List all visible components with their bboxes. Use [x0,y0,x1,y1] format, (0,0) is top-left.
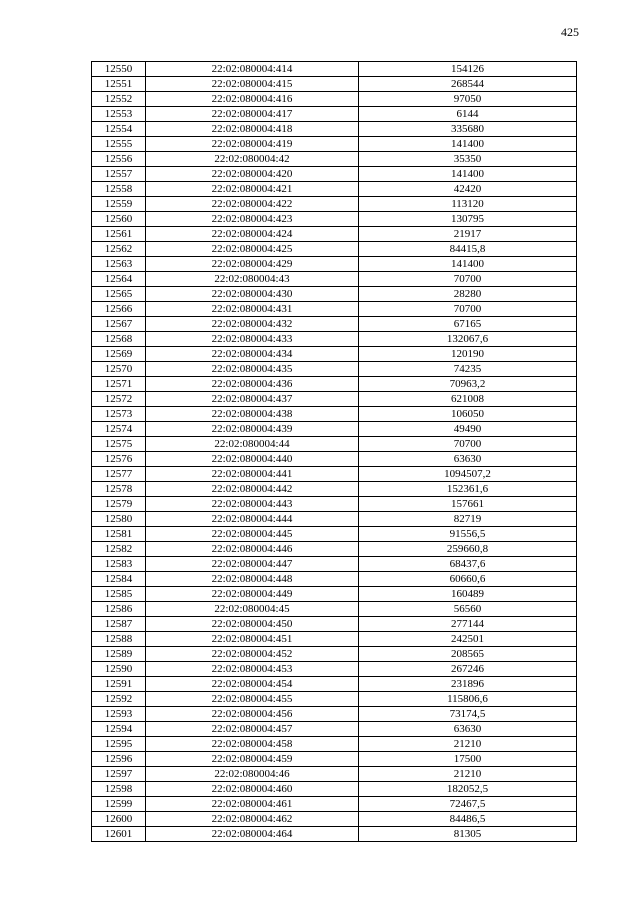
table-row [92,512,577,527]
row-number-cell: 12592 [92,692,146,707]
row-number-cell: 12557 [92,167,146,182]
table-row [92,662,577,677]
row-number-cell: 12587 [92,617,146,632]
table-row [92,647,577,662]
table-row [92,467,577,482]
table-row [92,452,577,467]
value-cell: 132067,6 [359,332,577,347]
table-row [92,302,577,317]
value-cell: 267246 [359,662,577,677]
row-number-cell: 12577 [92,467,146,482]
table-row [92,182,577,197]
row-number-cell: 12565 [92,287,146,302]
cadastral-number-cell: 22:02:080004:429 [146,257,359,272]
table-row [92,677,577,692]
cadastral-number-cell: 22:02:080004:422 [146,197,359,212]
cadastral-number-cell: 22:02:080004:447 [146,557,359,572]
table-row [92,617,577,632]
row-number-cell: 12600 [92,812,146,827]
cadastral-number-cell: 22:02:080004:430 [146,287,359,302]
value-cell: 91556,5 [359,527,577,542]
value-cell: 70963,2 [359,377,577,392]
row-number-cell: 12563 [92,257,146,272]
table-row [92,572,577,587]
value-cell: 68437,6 [359,557,577,572]
row-number-cell: 12594 [92,722,146,737]
cadastral-number-cell: 22:02:080004:458 [146,737,359,752]
value-cell: 1094507,2 [359,467,577,482]
cadastral-number-cell: 22:02:080004:454 [146,677,359,692]
row-number-cell: 12598 [92,782,146,797]
table-row [92,407,577,422]
cadastral-number-cell: 22:02:080004:423 [146,212,359,227]
table-row [92,212,577,227]
row-number-cell: 12567 [92,317,146,332]
row-number-cell: 12564 [92,272,146,287]
table-row [92,602,577,617]
cadastral-number-cell: 22:02:080004:461 [146,797,359,812]
row-number-cell: 12581 [92,527,146,542]
table-row [92,527,577,542]
value-cell: 63630 [359,722,577,737]
row-number-cell: 12550 [92,62,146,77]
value-cell: 42420 [359,182,577,197]
row-number-cell: 12570 [92,362,146,377]
table-row [92,707,577,722]
table-row [92,797,577,812]
row-number-cell: 12599 [92,797,146,812]
row-number-cell: 12583 [92,557,146,572]
cadastral-number-cell: 22:02:080004:434 [146,347,359,362]
value-cell: 113120 [359,197,577,212]
cadastral-number-cell: 22:02:080004:421 [146,182,359,197]
value-cell: 277144 [359,617,577,632]
row-number-cell: 12571 [92,377,146,392]
table-row [92,92,577,107]
row-number-cell: 12558 [92,182,146,197]
cadastral-number-cell: 22:02:080004:442 [146,482,359,497]
table-row [92,782,577,797]
value-cell: 70700 [359,272,577,287]
table-row [92,767,577,782]
table-row [92,332,577,347]
table-row [92,722,577,737]
cadastral-number-cell: 22:02:080004:437 [146,392,359,407]
cadastral-number-cell: 22:02:080004:440 [146,452,359,467]
cadastral-number-cell: 22:02:080004:43 [146,272,359,287]
value-cell: 81305 [359,827,577,842]
table-row [92,437,577,452]
cadastral-number-cell: 22:02:080004:453 [146,662,359,677]
row-number-cell: 12569 [92,347,146,362]
cadastral-number-cell: 22:02:080004:457 [146,722,359,737]
row-number-cell: 12561 [92,227,146,242]
cadastral-number-cell: 22:02:080004:435 [146,362,359,377]
value-cell: 63630 [359,452,577,467]
row-number-cell: 12568 [92,332,146,347]
value-cell: 157661 [359,497,577,512]
row-number-cell: 12560 [92,212,146,227]
table-row [92,347,577,362]
value-cell: 60660,6 [359,572,577,587]
row-number-cell: 12575 [92,437,146,452]
table-row [92,287,577,302]
value-cell: 67165 [359,317,577,332]
row-number-cell: 12590 [92,662,146,677]
table-row [92,242,577,257]
cadastral-number-cell: 22:02:080004:420 [146,167,359,182]
row-number-cell: 12584 [92,572,146,587]
value-cell: 21210 [359,737,577,752]
table-row [92,197,577,212]
cadastral-number-cell: 22:02:080004:431 [146,302,359,317]
value-cell: 231896 [359,677,577,692]
cadastral-number-cell: 22:02:080004:419 [146,137,359,152]
table-row [92,272,577,287]
cadastral-number-cell: 22:02:080004:439 [146,422,359,437]
table-row [92,362,577,377]
row-number-cell: 12554 [92,122,146,137]
value-cell: 335680 [359,122,577,137]
cadastral-number-cell: 22:02:080004:45 [146,602,359,617]
value-cell: 84415,8 [359,242,577,257]
value-cell: 130795 [359,212,577,227]
value-cell: 49490 [359,422,577,437]
value-cell: 70700 [359,437,577,452]
cadastral-number-cell: 22:02:080004:443 [146,497,359,512]
table-row [92,482,577,497]
table-row [92,542,577,557]
row-number-cell: 12556 [92,152,146,167]
row-number-cell: 12566 [92,302,146,317]
cadastral-number-cell: 22:02:080004:436 [146,377,359,392]
cadastral-number-cell: 22:02:080004:44 [146,437,359,452]
table-row [92,752,577,767]
cadastral-number-cell: 22:02:080004:416 [146,92,359,107]
value-cell: 74235 [359,362,577,377]
cadastral-number-cell: 22:02:080004:444 [146,512,359,527]
row-number-cell: 12593 [92,707,146,722]
value-cell: 160489 [359,587,577,602]
cadastral-number-cell: 22:02:080004:455 [146,692,359,707]
value-cell: 141400 [359,167,577,182]
page-number: 425 [561,25,579,39]
cadastral-number-cell: 22:02:080004:449 [146,587,359,602]
table-row [92,137,577,152]
row-number-cell: 12578 [92,482,146,497]
row-number-cell: 12595 [92,737,146,752]
cadastral-number-cell: 22:02:080004:418 [146,122,359,137]
cadastral-number-cell: 22:02:080004:414 [146,62,359,77]
table-row [92,587,577,602]
value-cell: 120190 [359,347,577,362]
value-cell: 208565 [359,647,577,662]
row-number-cell: 12597 [92,767,146,782]
row-number-cell: 12579 [92,497,146,512]
row-number-cell: 12553 [92,107,146,122]
value-cell: 70700 [359,302,577,317]
value-cell: 56560 [359,602,577,617]
row-number-cell: 12586 [92,602,146,617]
table-row [92,497,577,512]
row-number-cell: 12601 [92,827,146,842]
cadastral-number-cell: 22:02:080004:42 [146,152,359,167]
value-cell: 21210 [359,767,577,782]
value-cell: 6144 [359,107,577,122]
value-cell: 141400 [359,257,577,272]
cadastral-number-cell: 22:02:080004:417 [146,107,359,122]
cadastral-number-cell: 22:02:080004:46 [146,767,359,782]
table-body [92,62,577,842]
value-cell: 28280 [359,287,577,302]
cadastral-number-cell: 22:02:080004:424 [146,227,359,242]
table-row [92,692,577,707]
value-cell: 154126 [359,62,577,77]
cadastral-number-cell: 22:02:080004:438 [146,407,359,422]
value-cell: 73174,5 [359,707,577,722]
table-row [92,557,577,572]
value-cell: 97050 [359,92,577,107]
table-row [92,122,577,137]
parcel-table [91,61,577,842]
cadastral-number-cell: 22:02:080004:432 [146,317,359,332]
row-number-cell: 12591 [92,677,146,692]
row-number-cell: 12585 [92,587,146,602]
cadastral-number-cell: 22:02:080004:459 [146,752,359,767]
row-number-cell: 12559 [92,197,146,212]
table-row [92,77,577,92]
row-number-cell: 12552 [92,92,146,107]
table-row [92,392,577,407]
value-cell: 84486,5 [359,812,577,827]
row-number-cell: 12555 [92,137,146,152]
row-number-cell: 12574 [92,422,146,437]
cadastral-number-cell: 22:02:080004:460 [146,782,359,797]
value-cell: 259660,8 [359,542,577,557]
value-cell: 141400 [359,137,577,152]
row-number-cell: 12576 [92,452,146,467]
value-cell: 17500 [359,752,577,767]
value-cell: 21917 [359,227,577,242]
value-cell: 82719 [359,512,577,527]
row-number-cell: 12572 [92,392,146,407]
value-cell: 621008 [359,392,577,407]
table-row [92,422,577,437]
table-row [92,167,577,182]
cadastral-number-cell: 22:02:080004:464 [146,827,359,842]
cadastral-number-cell: 22:02:080004:452 [146,647,359,662]
cadastral-number-cell: 22:02:080004:456 [146,707,359,722]
row-number-cell: 12588 [92,632,146,647]
value-cell: 35350 [359,152,577,167]
table-row [92,377,577,392]
value-cell: 115806,6 [359,692,577,707]
cadastral-number-cell: 22:02:080004:462 [146,812,359,827]
row-number-cell: 12562 [92,242,146,257]
table-row [92,227,577,242]
table-row [92,737,577,752]
table-row [92,152,577,167]
row-number-cell: 12589 [92,647,146,662]
cadastral-number-cell: 22:02:080004:425 [146,242,359,257]
cadastral-number-cell: 22:02:080004:448 [146,572,359,587]
table-row [92,257,577,272]
row-number-cell: 12582 [92,542,146,557]
value-cell: 152361,6 [359,482,577,497]
value-cell: 72467,5 [359,797,577,812]
cadastral-number-cell: 22:02:080004:441 [146,467,359,482]
table-row [92,827,577,842]
table-row [92,812,577,827]
cadastral-number-cell: 22:02:080004:445 [146,527,359,542]
cadastral-number-cell: 22:02:080004:451 [146,632,359,647]
cadastral-number-cell: 22:02:080004:450 [146,617,359,632]
table-row [92,317,577,332]
value-cell: 182052,5 [359,782,577,797]
value-cell: 242501 [359,632,577,647]
row-number-cell: 12580 [92,512,146,527]
table-row [92,62,577,77]
row-number-cell: 12551 [92,77,146,92]
cadastral-number-cell: 22:02:080004:446 [146,542,359,557]
row-number-cell: 12596 [92,752,146,767]
value-cell: 268544 [359,77,577,92]
cadastral-number-cell: 22:02:080004:415 [146,77,359,92]
value-cell: 106050 [359,407,577,422]
table-row [92,632,577,647]
cadastral-number-cell: 22:02:080004:433 [146,332,359,347]
row-number-cell: 12573 [92,407,146,422]
table-row [92,107,577,122]
